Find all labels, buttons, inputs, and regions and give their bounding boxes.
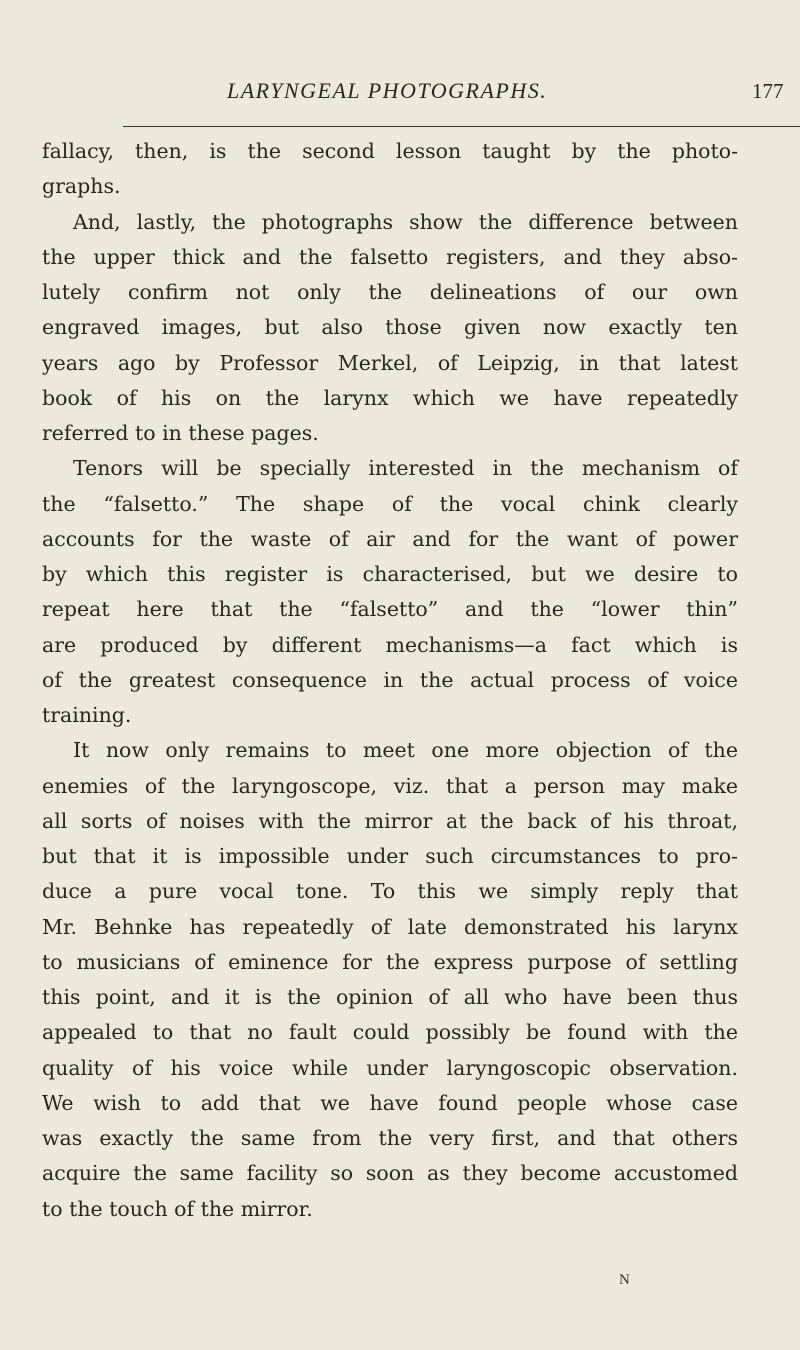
running-head [0,78,800,110]
header-rule [123,126,800,127]
text-line: are produced by different mechanisms—a fact which is [42,632,738,657]
text-line: fallacy, then, is the second lesson taught by the photo- [42,139,738,163]
text-line: repeat here that the “falsetto” and the “lower thin” [42,597,738,622]
text-line: Mr. Behnke has repeatedly of late demonstrated his larynx [42,914,738,939]
text-line: this point, and it is the opinion of all who have been thus [42,985,738,1009]
text-line: duce a pure vocal tone. To this we simply reply that [42,879,738,904]
text-line: to musicians of eminence for the express purpose of settling [42,949,738,974]
text-line: engraved images, but also those given now exactly ten [42,315,738,340]
paragraph [42,451,738,733]
paragraph [42,205,738,452]
text-line: lutely confirm not only the delineations of our own [42,280,738,304]
text-line: quality of his voice while under laryngoscopic observation. [42,1055,738,1080]
text-line: book of his on the larynx which we have repeatedly [42,385,738,410]
text-line: but that it is impossible under such circumstances to pro- [42,844,738,868]
paragraph [42,733,738,1227]
text-line: It now only remains to meet one more objection of the [73,738,738,763]
text-line: was exactly the same from the very first, and that others [42,1126,738,1150]
text-line: enemies of the laryngoscope, viz. that a person may make [42,773,738,798]
text-line: the upper thick and the falsetto registers, and they abso- [42,244,738,269]
running-title: LARYNGEAL PHOTOGRAPHS. [227,78,548,103]
text-line: Tenors will be specially interested in the mechanism of [73,456,738,481]
text-line: all sorts of noises with the mirror at the back of his throat, [42,808,738,833]
text-line: years ago by Professor Merkel, of Leipzig, in that latest [42,350,738,375]
text-line: training. [42,703,132,727]
page-number: 177 [752,79,784,103]
signature-mark: N [619,1272,630,1288]
text-line: acquire the same facility so soon as they become accustomed [42,1161,738,1186]
text-line: And, lastly, the photographs show the difference between [73,209,738,234]
body-text [42,134,738,1227]
text-line: accounts for the waste of air and for the want of power [42,526,738,551]
text-line: to the touch of the mirror. [42,1196,313,1221]
text-line: by which this register is characterised, but we desire to [42,562,738,586]
text-line: referred to in these pages. [42,421,319,445]
text-line: We wish to add that we have found people whose case [42,1090,738,1115]
paragraph [42,134,738,205]
text-line: of the greatest consequence in the actual process of voice [42,667,738,692]
text-line: the “falsetto.” The shape of the vocal chink clearly [42,491,738,516]
text-line: graphs. [42,174,121,199]
text-line: appealed to that no fault could possibly be found with the [42,1020,738,1045]
